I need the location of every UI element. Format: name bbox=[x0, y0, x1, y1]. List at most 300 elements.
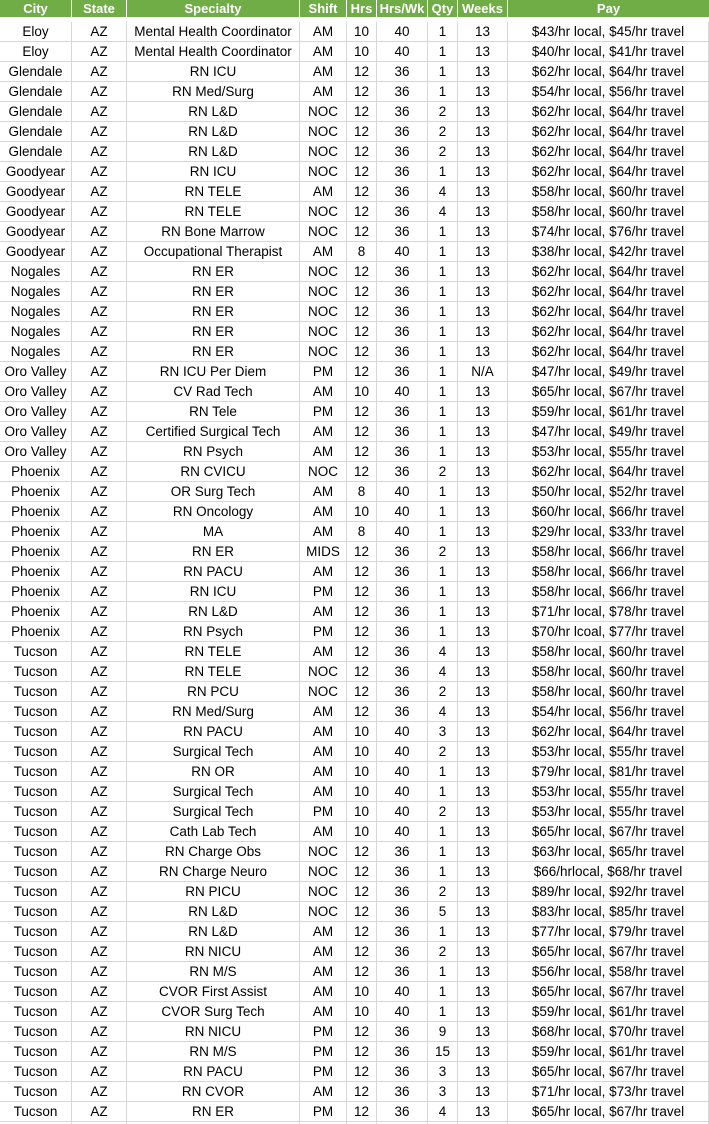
cell-shift[interactable]: AM bbox=[300, 382, 347, 402]
cell-hrs-wk[interactable]: 36 bbox=[377, 422, 428, 442]
cell-hrs-wk[interactable]: 40 bbox=[377, 42, 428, 62]
cell-shift[interactable]: NOC bbox=[300, 682, 347, 702]
cell-state[interactable]: AZ bbox=[72, 602, 127, 622]
cell-shift[interactable]: PM bbox=[300, 582, 347, 602]
cell-hrs-wk[interactable]: 36 bbox=[377, 162, 428, 182]
cell-weeks[interactable]: 13 bbox=[458, 982, 508, 1002]
cell-specialty[interactable]: RN ER bbox=[127, 322, 300, 342]
cell-shift[interactable]: AM bbox=[300, 502, 347, 522]
cell-city[interactable]: Phoenix bbox=[0, 502, 72, 522]
cell-qty[interactable]: 1 bbox=[428, 982, 458, 1002]
cell-state[interactable]: AZ bbox=[72, 842, 127, 862]
cell-city[interactable]: Tucson bbox=[0, 1062, 72, 1082]
cell-state[interactable]: AZ bbox=[72, 962, 127, 982]
cell-city[interactable]: Eloy bbox=[0, 42, 72, 62]
cell-specialty[interactable]: Cath Lab Tech bbox=[127, 822, 300, 842]
cell-hrs[interactable]: 12 bbox=[347, 262, 377, 282]
cell-hrs-wk[interactable]: 36 bbox=[377, 642, 428, 662]
cell-specialty[interactable]: MA bbox=[127, 522, 300, 542]
header-cell-city[interactable]: City bbox=[0, 0, 72, 17]
cell-qty[interactable]: 5 bbox=[428, 902, 458, 922]
cell-state[interactable]: AZ bbox=[72, 922, 127, 942]
cell-city[interactable]: Phoenix bbox=[0, 482, 72, 502]
cell-hrs[interactable]: 8 bbox=[347, 242, 377, 262]
cell-qty[interactable]: 1 bbox=[428, 922, 458, 942]
cell-hrs[interactable]: 10 bbox=[347, 502, 377, 522]
cell-weeks[interactable]: 13 bbox=[458, 922, 508, 942]
cell-state[interactable]: AZ bbox=[72, 122, 127, 142]
cell-state[interactable]: AZ bbox=[72, 422, 127, 442]
cell-specialty[interactable]: RN CVOR bbox=[127, 1082, 300, 1102]
cell-city[interactable]: Tucson bbox=[0, 682, 72, 702]
cell-hrs-wk[interactable]: 40 bbox=[377, 822, 428, 842]
cell-qty[interactable]: 1 bbox=[428, 962, 458, 982]
cell-specialty[interactable]: RN ICU bbox=[127, 162, 300, 182]
cell-specialty[interactable]: RN ER bbox=[127, 282, 300, 302]
cell-hrs-wk[interactable]: 40 bbox=[377, 982, 428, 1002]
cell-pay[interactable]: $47/hr local, $49/hr travel bbox=[508, 362, 709, 382]
cell-weeks[interactable]: 13 bbox=[458, 502, 508, 522]
cell-shift[interactable]: AM bbox=[300, 982, 347, 1002]
cell-shift[interactable]: PM bbox=[300, 362, 347, 382]
cell-hrs-wk[interactable]: 36 bbox=[377, 62, 428, 82]
cell-weeks[interactable]: 13 bbox=[458, 202, 508, 222]
cell-city[interactable]: Phoenix bbox=[0, 622, 72, 642]
cell-weeks[interactable]: 13 bbox=[458, 122, 508, 142]
cell-specialty[interactable]: RN Oncology bbox=[127, 502, 300, 522]
cell-hrs-wk[interactable]: 36 bbox=[377, 902, 428, 922]
cell-pay[interactable]: $77/hr local, $79/hr travel bbox=[508, 922, 709, 942]
cell-weeks[interactable]: 13 bbox=[458, 322, 508, 342]
cell-hrs[interactable]: 12 bbox=[347, 282, 377, 302]
cell-shift[interactable]: PM bbox=[300, 1102, 347, 1122]
header-cell-state[interactable]: State bbox=[72, 0, 127, 17]
cell-hrs-wk[interactable]: 36 bbox=[377, 282, 428, 302]
cell-state[interactable]: AZ bbox=[72, 42, 127, 62]
cell-qty[interactable]: 1 bbox=[428, 22, 458, 42]
cell-hrs-wk[interactable]: 40 bbox=[377, 502, 428, 522]
cell-specialty[interactable]: RN M/S bbox=[127, 1042, 300, 1062]
cell-weeks[interactable]: 13 bbox=[458, 562, 508, 582]
cell-city[interactable]: Tucson bbox=[0, 942, 72, 962]
cell-city[interactable]: Glendale bbox=[0, 82, 72, 102]
cell-qty[interactable]: 1 bbox=[428, 602, 458, 622]
cell-state[interactable]: AZ bbox=[72, 162, 127, 182]
cell-shift[interactable]: AM bbox=[300, 742, 347, 762]
cell-pay[interactable]: $62/hr local, $64/hr travel bbox=[508, 102, 709, 122]
cell-specialty[interactable]: RN Med/Surg bbox=[127, 702, 300, 722]
cell-hrs[interactable]: 12 bbox=[347, 202, 377, 222]
cell-pay[interactable]: $43/hr local, $45/hr travel bbox=[508, 22, 709, 42]
cell-city[interactable]: Tucson bbox=[0, 742, 72, 762]
cell-state[interactable]: AZ bbox=[72, 222, 127, 242]
cell-shift[interactable]: PM bbox=[300, 402, 347, 422]
cell-hrs-wk[interactable]: 36 bbox=[377, 962, 428, 982]
cell-pay[interactable]: $53/hr local, $55/hr travel bbox=[508, 442, 709, 462]
cell-weeks[interactable]: 13 bbox=[458, 482, 508, 502]
cell-pay[interactable]: $62/hr local, $64/hr travel bbox=[508, 142, 709, 162]
cell-state[interactable]: AZ bbox=[72, 462, 127, 482]
cell-state[interactable]: AZ bbox=[72, 262, 127, 282]
cell-specialty[interactable]: RN TELE bbox=[127, 642, 300, 662]
cell-hrs-wk[interactable]: 36 bbox=[377, 942, 428, 962]
cell-specialty[interactable]: RN NICU bbox=[127, 942, 300, 962]
cell-shift[interactable]: NOC bbox=[300, 882, 347, 902]
cell-qty[interactable]: 1 bbox=[428, 502, 458, 522]
cell-qty[interactable]: 2 bbox=[428, 742, 458, 762]
cell-qty[interactable]: 3 bbox=[428, 1062, 458, 1082]
cell-state[interactable]: AZ bbox=[72, 102, 127, 122]
cell-qty[interactable]: 2 bbox=[428, 462, 458, 482]
cell-qty[interactable]: 1 bbox=[428, 862, 458, 882]
cell-specialty[interactable]: RN ER bbox=[127, 1102, 300, 1122]
cell-weeks[interactable]: 13 bbox=[458, 682, 508, 702]
cell-specialty[interactable]: RN NICU bbox=[127, 1022, 300, 1042]
cell-state[interactable]: AZ bbox=[72, 582, 127, 602]
cell-weeks[interactable]: 13 bbox=[458, 1062, 508, 1082]
cell-hrs-wk[interactable]: 40 bbox=[377, 522, 428, 542]
cell-hrs[interactable]: 10 bbox=[347, 1002, 377, 1022]
cell-shift[interactable]: NOC bbox=[300, 142, 347, 162]
cell-hrs[interactable]: 10 bbox=[347, 22, 377, 42]
cell-weeks[interactable]: 13 bbox=[458, 1102, 508, 1122]
cell-weeks[interactable]: 13 bbox=[458, 442, 508, 462]
cell-weeks[interactable]: 13 bbox=[458, 942, 508, 962]
cell-hrs[interactable]: 10 bbox=[347, 782, 377, 802]
cell-hrs[interactable]: 12 bbox=[347, 402, 377, 422]
cell-hrs-wk[interactable]: 40 bbox=[377, 382, 428, 402]
cell-city[interactable]: Goodyear bbox=[0, 182, 72, 202]
cell-state[interactable]: AZ bbox=[72, 1082, 127, 1102]
cell-hrs-wk[interactable]: 36 bbox=[377, 1022, 428, 1042]
cell-weeks[interactable]: 13 bbox=[458, 142, 508, 162]
cell-specialty[interactable]: Surgical Tech bbox=[127, 742, 300, 762]
cell-shift[interactable]: NOC bbox=[300, 322, 347, 342]
header-cell-weeks[interactable]: Weeks bbox=[458, 0, 508, 17]
cell-weeks[interactable]: 13 bbox=[458, 342, 508, 362]
cell-qty[interactable]: 1 bbox=[428, 82, 458, 102]
cell-state[interactable]: AZ bbox=[72, 822, 127, 842]
cell-qty[interactable]: 2 bbox=[428, 142, 458, 162]
cell-shift[interactable]: AM bbox=[300, 602, 347, 622]
cell-specialty[interactable]: RN Med/Surg bbox=[127, 82, 300, 102]
cell-weeks[interactable]: 13 bbox=[458, 22, 508, 42]
cell-pay[interactable]: $70/hr lcoal, $77/hr travel bbox=[508, 622, 709, 642]
cell-state[interactable]: AZ bbox=[72, 62, 127, 82]
header-cell-specialty[interactable]: Specialty bbox=[127, 0, 300, 17]
cell-qty[interactable]: 1 bbox=[428, 422, 458, 442]
cell-pay[interactable]: $38/hr local, $42/hr travel bbox=[508, 242, 709, 262]
cell-hrs-wk[interactable]: 36 bbox=[377, 682, 428, 702]
cell-qty[interactable]: 1 bbox=[428, 322, 458, 342]
cell-weeks[interactable]: 13 bbox=[458, 62, 508, 82]
cell-pay[interactable]: $62/hr local, $64/hr travel bbox=[508, 722, 709, 742]
cell-city[interactable]: Phoenix bbox=[0, 462, 72, 482]
cell-weeks[interactable]: 13 bbox=[458, 1002, 508, 1022]
cell-qty[interactable]: 3 bbox=[428, 722, 458, 742]
cell-qty[interactable]: 3 bbox=[428, 1082, 458, 1102]
cell-weeks[interactable]: 13 bbox=[458, 782, 508, 802]
cell-hrs-wk[interactable]: 36 bbox=[377, 142, 428, 162]
cell-hrs[interactable]: 12 bbox=[347, 1082, 377, 1102]
cell-shift[interactable]: MIDS bbox=[300, 542, 347, 562]
cell-hrs-wk[interactable]: 36 bbox=[377, 842, 428, 862]
cell-shift[interactable]: AM bbox=[300, 962, 347, 982]
cell-specialty[interactable]: RN PCU bbox=[127, 682, 300, 702]
cell-city[interactable]: Goodyear bbox=[0, 242, 72, 262]
cell-qty[interactable]: 1 bbox=[428, 242, 458, 262]
cell-shift[interactable]: PM bbox=[300, 1062, 347, 1082]
cell-city[interactable]: Tucson bbox=[0, 982, 72, 1002]
cell-hrs[interactable]: 12 bbox=[347, 102, 377, 122]
cell-shift[interactable]: AM bbox=[300, 762, 347, 782]
cell-specialty[interactable]: RN ICU Per Diem bbox=[127, 362, 300, 382]
cell-pay[interactable]: $65/hr local, $67/hr travel bbox=[508, 982, 709, 1002]
cell-pay[interactable]: $58/hr local, $60/hr travel bbox=[508, 202, 709, 222]
cell-hrs[interactable]: 12 bbox=[347, 882, 377, 902]
cell-hrs[interactable]: 12 bbox=[347, 422, 377, 442]
cell-hrs[interactable]: 10 bbox=[347, 382, 377, 402]
cell-hrs-wk[interactable]: 40 bbox=[377, 742, 428, 762]
cell-hrs[interactable]: 12 bbox=[347, 682, 377, 702]
cell-city[interactable]: Oro Valley bbox=[0, 382, 72, 402]
cell-pay[interactable]: $58/hr local, $66/hr travel bbox=[508, 562, 709, 582]
cell-hrs-wk[interactable]: 36 bbox=[377, 222, 428, 242]
cell-weeks[interactable]: 13 bbox=[458, 602, 508, 622]
cell-hrs-wk[interactable]: 40 bbox=[377, 242, 428, 262]
cell-specialty[interactable]: RN L&D bbox=[127, 602, 300, 622]
cell-specialty[interactable]: RN PACU bbox=[127, 722, 300, 742]
cell-specialty[interactable]: RN L&D bbox=[127, 102, 300, 122]
cell-specialty[interactable]: CVOR Surg Tech bbox=[127, 1002, 300, 1022]
cell-state[interactable]: AZ bbox=[72, 942, 127, 962]
cell-shift[interactable]: NOC bbox=[300, 662, 347, 682]
header-cell-qty[interactable]: Qty bbox=[428, 0, 458, 17]
cell-pay[interactable]: $62/hr local, $64/hr travel bbox=[508, 282, 709, 302]
cell-shift[interactable]: AM bbox=[300, 922, 347, 942]
cell-city[interactable]: Tucson bbox=[0, 902, 72, 922]
cell-weeks[interactable]: 13 bbox=[458, 882, 508, 902]
cell-specialty[interactable]: Surgical Tech bbox=[127, 802, 300, 822]
cell-state[interactable]: AZ bbox=[72, 682, 127, 702]
cell-state[interactable]: AZ bbox=[72, 622, 127, 642]
cell-specialty[interactable]: RN ICU bbox=[127, 62, 300, 82]
cell-specialty[interactable]: RN PICU bbox=[127, 882, 300, 902]
cell-city[interactable]: Phoenix bbox=[0, 522, 72, 542]
cell-specialty[interactable]: Surgical Tech bbox=[127, 782, 300, 802]
cell-pay[interactable]: $62/hr local, $64/hr travel bbox=[508, 302, 709, 322]
cell-city[interactable]: Oro Valley bbox=[0, 402, 72, 422]
cell-shift[interactable]: AM bbox=[300, 62, 347, 82]
cell-city[interactable]: Tucson bbox=[0, 642, 72, 662]
cell-qty[interactable]: 1 bbox=[428, 262, 458, 282]
cell-qty[interactable]: 4 bbox=[428, 182, 458, 202]
cell-qty[interactable]: 4 bbox=[428, 702, 458, 722]
cell-state[interactable]: AZ bbox=[72, 862, 127, 882]
cell-city[interactable]: Oro Valley bbox=[0, 362, 72, 382]
cell-city[interactable]: Glendale bbox=[0, 142, 72, 162]
cell-state[interactable]: AZ bbox=[72, 882, 127, 902]
cell-qty[interactable]: 1 bbox=[428, 582, 458, 602]
cell-weeks[interactable]: 13 bbox=[458, 302, 508, 322]
cell-qty[interactable]: 1 bbox=[428, 622, 458, 642]
cell-weeks[interactable]: 13 bbox=[458, 82, 508, 102]
cell-hrs[interactable]: 12 bbox=[347, 362, 377, 382]
cell-weeks[interactable]: 13 bbox=[458, 762, 508, 782]
cell-pay[interactable]: $59/hr local, $61/hr travel bbox=[508, 1042, 709, 1062]
cell-pay[interactable]: $66/hrlocal, $68/hr travel bbox=[508, 862, 709, 882]
cell-specialty[interactable]: RN ER bbox=[127, 542, 300, 562]
cell-pay[interactable]: $65/hr local, $67/hr travel bbox=[508, 942, 709, 962]
cell-hrs[interactable]: 12 bbox=[347, 1022, 377, 1042]
cell-qty[interactable]: 4 bbox=[428, 202, 458, 222]
cell-city[interactable]: Tucson bbox=[0, 782, 72, 802]
cell-hrs[interactable]: 10 bbox=[347, 722, 377, 742]
cell-specialty[interactable]: Certified Surgical Tech bbox=[127, 422, 300, 442]
cell-weeks[interactable]: 13 bbox=[458, 422, 508, 442]
cell-hrs-wk[interactable]: 36 bbox=[377, 1062, 428, 1082]
cell-shift[interactable]: NOC bbox=[300, 122, 347, 142]
cell-city[interactable]: Tucson bbox=[0, 1002, 72, 1022]
cell-qty[interactable]: 1 bbox=[428, 522, 458, 542]
cell-pay[interactable]: $58/hr local, $66/hr travel bbox=[508, 582, 709, 602]
cell-specialty[interactable]: RN M/S bbox=[127, 962, 300, 982]
cell-pay[interactable]: $47/hr local, $49/hr travel bbox=[508, 422, 709, 442]
cell-specialty[interactable]: RN L&D bbox=[127, 902, 300, 922]
cell-qty[interactable]: 1 bbox=[428, 1002, 458, 1022]
header-cell-pay[interactable]: Pay bbox=[508, 0, 709, 17]
cell-specialty[interactable]: RN L&D bbox=[127, 922, 300, 942]
cell-state[interactable]: AZ bbox=[72, 502, 127, 522]
cell-state[interactable]: AZ bbox=[72, 142, 127, 162]
cell-state[interactable]: AZ bbox=[72, 1102, 127, 1122]
cell-pay[interactable]: $89/hr local, $92/hr travel bbox=[508, 882, 709, 902]
cell-pay[interactable]: $83/hr local, $85/hr travel bbox=[508, 902, 709, 922]
cell-city[interactable]: Goodyear bbox=[0, 162, 72, 182]
cell-pay[interactable]: $62/hr local, $64/hr travel bbox=[508, 162, 709, 182]
cell-pay[interactable]: $65/hr local, $67/hr travel bbox=[508, 822, 709, 842]
cell-pay[interactable]: $50/hr local, $52/hr travel bbox=[508, 482, 709, 502]
cell-hrs[interactable]: 12 bbox=[347, 642, 377, 662]
cell-weeks[interactable]: 13 bbox=[458, 162, 508, 182]
cell-city[interactable]: Nogales bbox=[0, 342, 72, 362]
cell-hrs-wk[interactable]: 36 bbox=[377, 662, 428, 682]
cell-qty[interactable]: 9 bbox=[428, 1022, 458, 1042]
cell-qty[interactable]: 15 bbox=[428, 1042, 458, 1062]
cell-specialty[interactable]: CVOR First Assist bbox=[127, 982, 300, 1002]
cell-shift[interactable]: NOC bbox=[300, 162, 347, 182]
cell-specialty[interactable]: RN ER bbox=[127, 262, 300, 282]
cell-pay[interactable]: $71/hr local, $73/hr travel bbox=[508, 1082, 709, 1102]
cell-hrs-wk[interactable]: 36 bbox=[377, 462, 428, 482]
cell-state[interactable]: AZ bbox=[72, 402, 127, 422]
cell-qty[interactable]: 2 bbox=[428, 682, 458, 702]
cell-city[interactable]: Tucson bbox=[0, 842, 72, 862]
cell-shift[interactable]: AM bbox=[300, 482, 347, 502]
cell-state[interactable]: AZ bbox=[72, 762, 127, 782]
cell-state[interactable]: AZ bbox=[72, 562, 127, 582]
cell-city[interactable]: Tucson bbox=[0, 822, 72, 842]
cell-shift[interactable]: NOC bbox=[300, 262, 347, 282]
cell-pay[interactable]: $58/hr local, $60/hr travel bbox=[508, 642, 709, 662]
cell-state[interactable]: AZ bbox=[72, 182, 127, 202]
cell-hrs[interactable]: 12 bbox=[347, 602, 377, 622]
cell-specialty[interactable]: RN L&D bbox=[127, 122, 300, 142]
cell-pay[interactable]: $59/hr local, $61/hr travel bbox=[508, 402, 709, 422]
cell-shift[interactable]: NOC bbox=[300, 462, 347, 482]
cell-state[interactable]: AZ bbox=[72, 362, 127, 382]
cell-state[interactable]: AZ bbox=[72, 202, 127, 222]
cell-weeks[interactable]: 13 bbox=[458, 462, 508, 482]
cell-hrs-wk[interactable]: 36 bbox=[377, 922, 428, 942]
cell-pay[interactable]: $71/hr local, $78/hr travel bbox=[508, 602, 709, 622]
cell-hrs-wk[interactable]: 36 bbox=[377, 102, 428, 122]
cell-state[interactable]: AZ bbox=[72, 782, 127, 802]
cell-shift[interactable]: AM bbox=[300, 702, 347, 722]
cell-state[interactable]: AZ bbox=[72, 302, 127, 322]
cell-city[interactable]: Tucson bbox=[0, 722, 72, 742]
cell-city[interactable]: Oro Valley bbox=[0, 442, 72, 462]
cell-city[interactable]: Goodyear bbox=[0, 222, 72, 242]
cell-city[interactable]: Tucson bbox=[0, 1022, 72, 1042]
cell-city[interactable]: Tucson bbox=[0, 862, 72, 882]
cell-shift[interactable]: NOC bbox=[300, 222, 347, 242]
cell-state[interactable]: AZ bbox=[72, 522, 127, 542]
cell-hrs[interactable]: 12 bbox=[347, 62, 377, 82]
cell-pay[interactable]: $62/hr local, $64/hr travel bbox=[508, 262, 709, 282]
cell-state[interactable]: AZ bbox=[72, 1042, 127, 1062]
cell-weeks[interactable]: 13 bbox=[458, 222, 508, 242]
cell-weeks[interactable]: 13 bbox=[458, 1082, 508, 1102]
cell-state[interactable]: AZ bbox=[72, 242, 127, 262]
cell-city[interactable]: Nogales bbox=[0, 262, 72, 282]
cell-qty[interactable]: 2 bbox=[428, 542, 458, 562]
cell-hrs-wk[interactable]: 36 bbox=[377, 622, 428, 642]
cell-city[interactable]: Goodyear bbox=[0, 202, 72, 222]
cell-weeks[interactable]: 13 bbox=[458, 1042, 508, 1062]
cell-hrs[interactable]: 12 bbox=[347, 322, 377, 342]
cell-specialty[interactable]: RN L&D bbox=[127, 142, 300, 162]
cell-specialty[interactable]: RN ER bbox=[127, 302, 300, 322]
cell-state[interactable]: AZ bbox=[72, 382, 127, 402]
cell-state[interactable]: AZ bbox=[72, 342, 127, 362]
cell-shift[interactable]: NOC bbox=[300, 902, 347, 922]
cell-shift[interactable]: AM bbox=[300, 82, 347, 102]
cell-city[interactable]: Tucson bbox=[0, 762, 72, 782]
cell-pay[interactable]: $62/hr local, $64/hr travel bbox=[508, 62, 709, 82]
cell-pay[interactable]: $53/hr local, $55/hr travel bbox=[508, 802, 709, 822]
cell-city[interactable]: Tucson bbox=[0, 1042, 72, 1062]
cell-pay[interactable]: $54/hr local, $56/hr travel bbox=[508, 82, 709, 102]
cell-qty[interactable]: 2 bbox=[428, 102, 458, 122]
cell-weeks[interactable]: 13 bbox=[458, 722, 508, 742]
cell-hrs-wk[interactable]: 36 bbox=[377, 862, 428, 882]
cell-hrs[interactable]: 12 bbox=[347, 902, 377, 922]
cell-hrs[interactable]: 12 bbox=[347, 442, 377, 462]
cell-pay[interactable]: $40/hr local, $41/hr travel bbox=[508, 42, 709, 62]
cell-shift[interactable]: AM bbox=[300, 242, 347, 262]
cell-hrs-wk[interactable]: 36 bbox=[377, 602, 428, 622]
cell-qty[interactable]: 1 bbox=[428, 282, 458, 302]
cell-specialty[interactable]: RN CVICU bbox=[127, 462, 300, 482]
cell-city[interactable]: Oro Valley bbox=[0, 422, 72, 442]
cell-state[interactable]: AZ bbox=[72, 482, 127, 502]
cell-shift[interactable]: AM bbox=[300, 22, 347, 42]
cell-hrs[interactable]: 12 bbox=[347, 462, 377, 482]
cell-hrs[interactable]: 12 bbox=[347, 82, 377, 102]
header-cell-hrs-wk[interactable]: Hrs/Wk bbox=[377, 0, 428, 17]
cell-pay[interactable]: $54/hr local, $56/hr travel bbox=[508, 702, 709, 722]
